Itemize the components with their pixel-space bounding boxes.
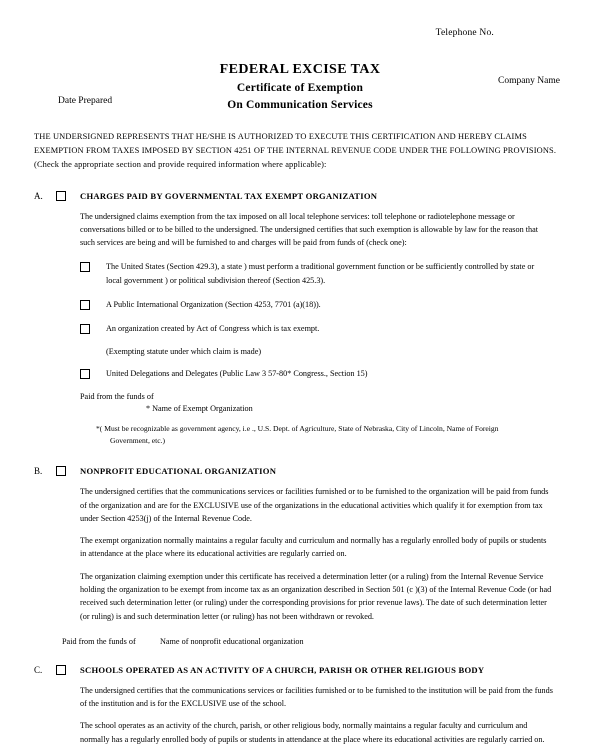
section-c-title: SCHOOLS OPERATED AS AN ACTIVITY OF A CHURCH, PARISH OR OTHER RELIGIOUS BODY [80,664,485,675]
title-stack [34,60,566,114]
page-title: FEDERAL EXCISE TAX [219,62,381,77]
section-b-paragraph-1: The undersigned certifies that the communications services or facilities furnished or to be furnished to the organization will be paid from funds of the organization and are for the EXCLUSIVE use of the organizations in the educational activities which qualify it for exemption from tax under Section 4253(j) of the Internal Revenue Code. [80,487,549,523]
section-a-option-1-label: The United States (Section 429.3), a state ) must perform a traditional government function or be sufficiently controlled by state or local government ) or political subdivision thereof (Section 425.3). [106,262,535,285]
section-a-footnote-line-2: Government, etc.) [110,436,166,446]
page-subtitle-2: On Communication Services [227,98,373,111]
section-a-header [34,190,566,201]
section-a-option-3-checkbox[interactable] [80,324,90,334]
section-a-option-2-checkbox[interactable] [80,300,90,310]
section-a-footnote-line-1: *( Must be recognizable as government agency, i.e ., U.S. Dept. of Agriculture, State of Nebraska, City of Lincoln, Name of Foreign [96,424,499,434]
section-c-paragraph-1: The undersigned certifies that the communications services or facilities furnished or to be furnished to the institution will be paid from the funds of the institution and is for the EXCLUSIVE use of the school. [80,685,553,709]
section-c-paragraph-2: The school operates as an activity of the church, parish, or other religious body, normally maintains a regular faculty and curriculum and normally has a regularly enrolled body of pupils or students in attendance at the place where its educational activities are regularly carried on. [80,721,545,744]
section-b-title: NONPROFIT EDUCATIONAL ORGANIZATION [80,466,277,477]
section-a-option-1[interactable] [80,260,552,286]
section-b-paragraph-2: The exempt organization normally maintains a regular faculty and curriculum and normally has a regularly enrolled body of pupils or students in attendance at the place where its educational activities are regularly carried on. [80,536,547,559]
section-b-paid-label: Paid from the funds of [62,636,136,646]
section-c-header [34,664,566,675]
section-a-option-4-label: United Delegations and Delegates (Public Law 3 57-80* Congress., Section 15) [106,368,368,378]
intro-line-2: EXEMPTION FROM TAXES IMPOSED BY SECTION 4251 OF THE INTERNAL REVENUE CODE UNDER THE FOLLOWING PROVISIONS. [34,145,557,155]
section-a-option-3[interactable] [80,322,552,335]
section-a-option-1-checkbox[interactable] [80,262,90,272]
date-prepared-label: Date Prepared [58,96,113,106]
section-a-option-3-label: An organization created by Act of Congress which is tax exempt. [106,323,320,333]
section-a-paid-sub: * Name of Exempt Organization [146,404,253,414]
section-a-paid-label: Paid from the funds of [80,392,154,402]
section-a [34,190,566,448]
section-b-header [34,465,566,476]
section-c-letter: C. [34,664,43,675]
section-b-paid-row [34,637,566,646]
section-a-option-4-checkbox[interactable] [80,369,90,379]
intro-line-3: (Check the appropriate section and provide required information where applicable): [34,159,327,169]
section-a-paragraph: The undersigned claims exemption from the tax imposed on all local telephone services: toll telephone or radiotelephone message or conversations billed or to be billed to the undersigned. The undersigned certifies that such exemption is allowable by law for the reason that such services are being and will be furnished to and charges will be paid from funds of (check one): [80,211,538,248]
section-b-paid-value: Name of nonprofit educational organization [160,636,304,646]
section-b-letter: B. [34,466,43,477]
telephone-no-label: Telephone No. [435,28,494,38]
section-a-option-2-label: A Public International Organization (Section 4253, 7701 (a)(18)). [106,299,321,309]
section-b [34,465,566,646]
section-a-option-4[interactable] [80,367,552,380]
section-a-title: CHARGES PAID BY GOVERNMENTAL TAX EXEMPT ORGANIZATION [80,190,378,201]
section-a-letter: A. [34,190,43,201]
section-a-statute-note: (Exempting statute under which claim is made) [106,346,262,356]
company-name-label: Company Name [497,76,560,86]
intro-line-1: THE UNDERSIGNED REPRESENTS THAT HE/SHE IS AUTHORIZED TO EXECUTE THIS CERTIFICATION AND HEREBY CLAIMS [34,132,527,141]
section-b-checkbox[interactable] [56,466,66,476]
section-a-footnote [96,423,536,447]
section-b-paragraph-3: The organization claiming exemption under this certificate has received a determination letter (or a ruling) from the Internal Revenue Service holding the organization to be exempt from income tax as an organization described in Section 501 (c )(3) of the Internal Revenue Code (or had received such determination letter (or ruling) under the corresponding provisions for prior revenue laws). The date of such determination letter (or ruling) is and such determination letter (or ruling) has not been withdrawn or revoked. [80,571,552,621]
section-c [34,664,566,746]
section-a-checkbox[interactable] [56,191,66,201]
intro-paragraph [34,130,566,172]
section-a-option-2[interactable] [80,298,552,311]
page-subtitle: Certificate of Exemption [236,82,364,95]
section-c-checkbox[interactable] [56,665,66,675]
document-header [34,60,566,116]
